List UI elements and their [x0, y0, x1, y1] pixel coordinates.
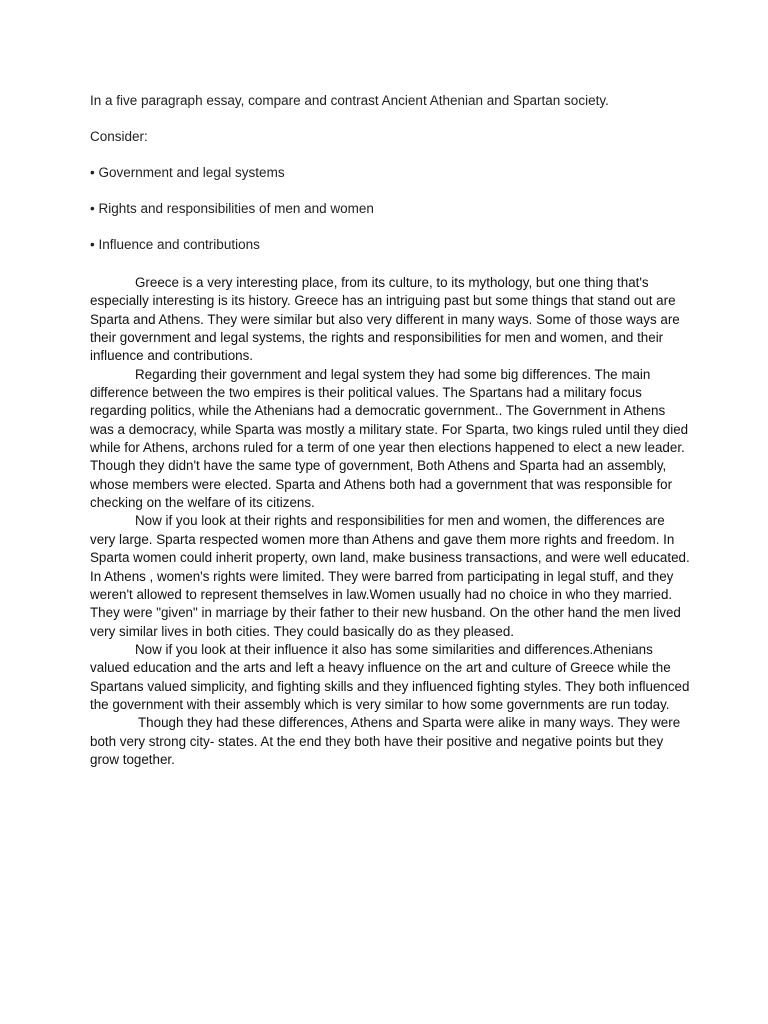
- bullet-government: • Government and legal systems: [90, 165, 285, 180]
- essay-paragraph-intro: Greece is a very interesting place, from its culture, to its mythology, but one thing that's especially interesting is its history. Greece has an intriguing past but some things that stand out are Sparta and Athens. They were similar but also very different in many ways. Some of those ways are their government and legal systems, the rights and responsibilities for men and women, and their influence and contributions.: [90, 275, 680, 364]
- essay-body: [90, 274, 690, 769]
- consider-label: Consider:: [90, 129, 148, 144]
- bullet-rights: • Rights and responsibilities of men and women: [90, 201, 374, 216]
- essay-paragraph-influence: Now if you look at their influence it also has some similarities and differences.Athenians valued education and the arts and left a heavy influence on the art and culture of Greece while the Spartans valued simplicity, and fighting skills and they influenced fighting styles. They both influenced the government with their assembly which is very similar to how some governments are run today.: [90, 641, 690, 712]
- bullet-influence: • Influence and contributions: [90, 237, 260, 252]
- essay-paragraph-government: Regarding their government and legal system they had some big differences. The main difference between the two empires is their political values. The Spartans had a military focus regarding politics, while the Athenians had a democratic government.. The Government in Athens was a democracy, while Sparta was mostly a military state. For Sparta, two kings ruled until they died while for Athens, archons ruled for a term of one year then elections happened to elect a new leader. Though they didn't have the same type of government, Both Athens and Sparta had an assembly, whose members were elected. Sparta and Athens both had a government that was responsible for checking on the welfare of its citizens.: [90, 366, 689, 511]
- essay-prompt: In a five paragraph essay, compare and contrast Ancient Athenian and Spartan society.: [90, 93, 609, 108]
- essay-paragraph-rights: Now if you look at their rights and responsibilities for men and women, the differences are very large. Sparta respected women more than Athens and gave them more rights and freedom. In Sparta women could inherit property, own land, make business transactions, and were well educated. In Athens , women's rights were limited. They were barred from participating in legal stuff, and they weren't allowed to represent themselves in law.Women usually had no choice in who they married. They were "given" in marriage by their father to their new husband. On the other hand the men lived very similar lives in both cities. They could basically do as they pleased.: [90, 513, 690, 639]
- essay-paragraph-conclusion: Though they had these differences, Athens and Sparta were alike in many ways. They were both very strong city- states. At the end they both have their positive and negative points but they grow together.: [90, 715, 681, 767]
